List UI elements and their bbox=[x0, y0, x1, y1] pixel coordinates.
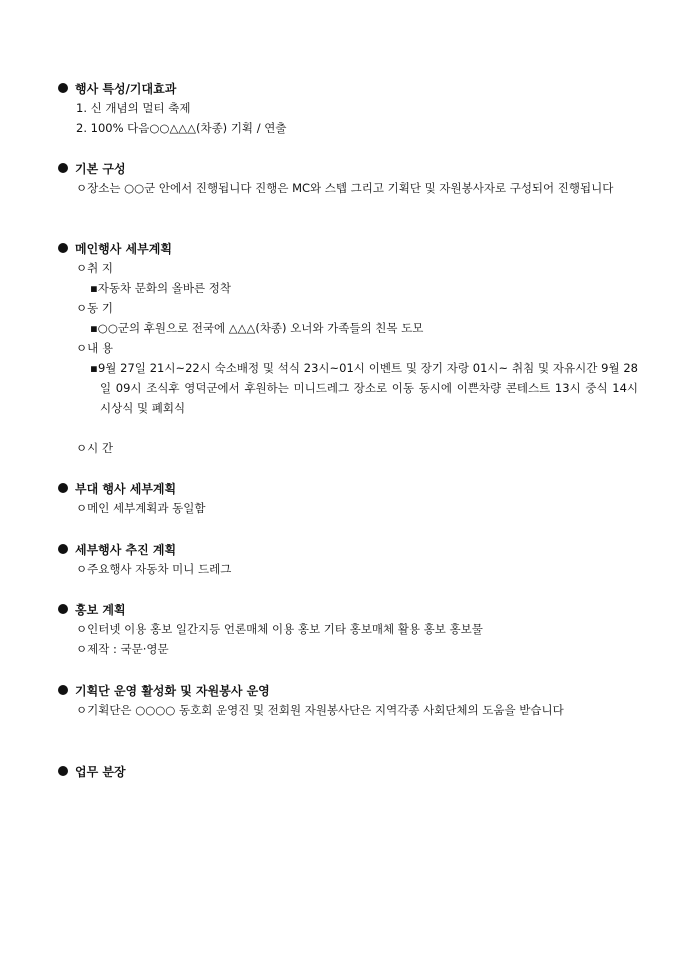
section-heading bbox=[58, 478, 638, 498]
bullet-icon bbox=[58, 544, 68, 554]
section-planning-team bbox=[58, 680, 638, 720]
section-heading-text: 메인행사 세부계획 bbox=[75, 241, 172, 256]
section-detail-event-plan bbox=[58, 539, 638, 579]
section-event-features bbox=[58, 78, 638, 138]
paragraph: ㅇ인터넷 이용 홍보 일간지등 언론매체 이용 홍보 기타 홍보매체 활용 홍보 홍보물 bbox=[76, 622, 483, 636]
section-heading-text: 업무 분장 bbox=[75, 764, 126, 779]
time-label: ㅇ시 간 bbox=[76, 441, 113, 455]
section-heading-text: 부대 행사 세부계획 bbox=[75, 481, 177, 496]
bullet-icon bbox=[58, 766, 68, 776]
list-item: 2. 100% 다음○○△△△(차종) 기획 / 연출 bbox=[76, 121, 287, 135]
section-heading-text: 행사 특성/기대효과 bbox=[75, 81, 177, 96]
section-promotion-plan bbox=[58, 599, 638, 659]
paragraph: ㅇ장소는 ○○군 안에서 진행됩니다 진행은 MC와 스텝 그리고 기획단 및 자원봉사자로 구성되어 진행됩니다 bbox=[76, 181, 614, 195]
paragraph: ㅇ메인 세부계획과 동일함 bbox=[76, 501, 206, 515]
section-heading bbox=[58, 238, 638, 258]
motive-label: ㅇ동 기 bbox=[76, 301, 113, 315]
section-heading bbox=[58, 761, 638, 781]
section-heading bbox=[58, 599, 638, 619]
bullet-icon bbox=[58, 483, 68, 493]
section-heading-text: 세부행사 추진 계획 bbox=[75, 542, 177, 557]
purpose-item: ▪자동차 문화의 올바른 정착 bbox=[90, 281, 231, 295]
paragraph: ㅇ주요행사 자동차 미니 드레그 bbox=[76, 562, 232, 576]
purpose-label: ㅇ취 지 bbox=[76, 261, 113, 275]
paragraph: ㅇ제작 : 국문·영문 bbox=[76, 642, 169, 656]
bullet-icon bbox=[58, 604, 68, 614]
bullet-icon bbox=[58, 163, 68, 173]
section-heading-text: 홍보 계획 bbox=[75, 602, 126, 617]
paragraph: ㅇ기획단은 ○○○○ 동호회 운영진 및 전회원 자원봉사단은 지역각종 사회단체의 도움을 받습니다 bbox=[76, 703, 564, 717]
section-heading bbox=[58, 539, 638, 559]
list-item: 1. 신 개념의 멀티 축제 bbox=[76, 101, 191, 115]
section-main-event-plan bbox=[58, 238, 638, 458]
section-heading-text: 기획단 운영 활성화 및 자원봉사 운영 bbox=[75, 683, 270, 698]
bullet-icon bbox=[58, 83, 68, 93]
section-heading bbox=[58, 78, 638, 98]
bullet-icon bbox=[58, 685, 68, 695]
section-task-assignment bbox=[58, 761, 638, 781]
section-heading-text: 기본 구성 bbox=[75, 161, 126, 176]
section-sub-event-plan bbox=[58, 478, 638, 518]
motive-item: ▪○○군의 후원으로 전국에 △△△(차종) 오너와 가족들의 친목 도모 bbox=[90, 321, 424, 335]
content-item: ▪9월 27일 21시~22시 숙소배정 및 석식 23시~01시 이벤트 및 장기 자랑 01시~ 취침 및 자유시간 9월 28일 09시 조식후 영덕군에서 후원하는 미니드레그 장소로 이동 동시에 이쁜차량 콘테스트 13시 중식 14시 시상식 및 폐회식 bbox=[90, 361, 638, 415]
section-heading bbox=[58, 158, 638, 178]
section-basic-structure bbox=[58, 158, 638, 198]
section-heading bbox=[58, 680, 638, 700]
content-label: ㅇ내 용 bbox=[76, 341, 113, 355]
bullet-icon bbox=[58, 243, 68, 253]
